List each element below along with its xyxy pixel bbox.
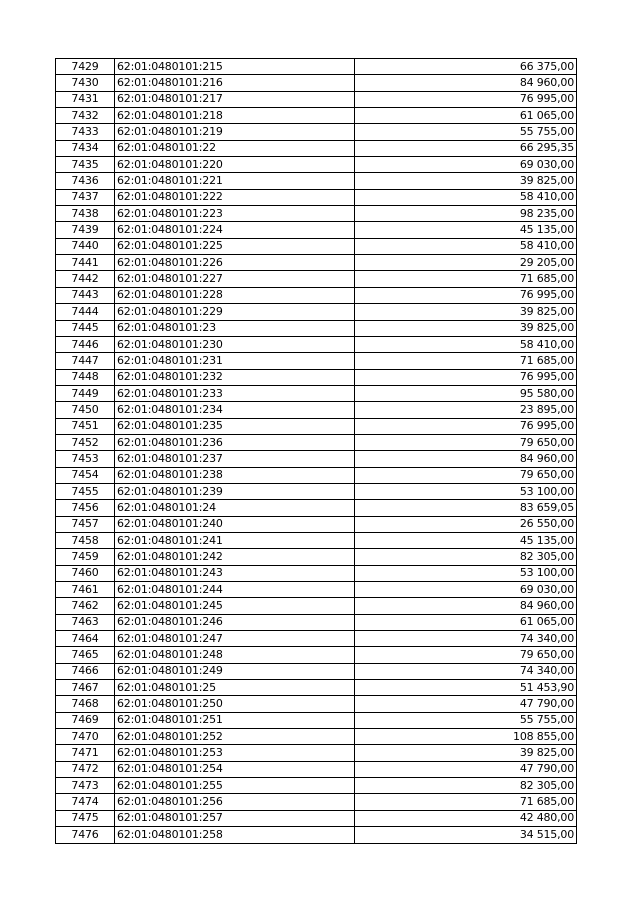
cadastral-value-table — [55, 58, 577, 844]
cadastral-value-cell: 39 825,00 — [355, 320, 577, 336]
cadastral-number-cell: 62:01:0480101:235 — [115, 418, 355, 434]
row-number-cell: 7441 — [56, 255, 115, 271]
row-number-cell: 7433 — [56, 124, 115, 140]
table-row — [56, 369, 577, 385]
cadastral-number-cell: 62:01:0480101:23 — [115, 320, 355, 336]
table-row — [56, 598, 577, 614]
table-row — [56, 663, 577, 679]
row-number-cell: 7431 — [56, 91, 115, 107]
cadastral-number-cell: 62:01:0480101:248 — [115, 647, 355, 663]
table-row — [56, 304, 577, 320]
table-row — [56, 483, 577, 499]
row-number-cell: 7449 — [56, 385, 115, 401]
row-number-cell: 7434 — [56, 140, 115, 156]
row-number-cell: 7476 — [56, 827, 115, 843]
table-row — [56, 91, 577, 107]
cadastral-value-cell: 83 659,05 — [355, 500, 577, 516]
cadastral-value-cell: 79 650,00 — [355, 467, 577, 483]
table-row — [56, 206, 577, 222]
table-row — [56, 418, 577, 434]
row-number-cell: 7443 — [56, 287, 115, 303]
row-number-cell: 7453 — [56, 451, 115, 467]
row-number-cell: 7455 — [56, 483, 115, 499]
cadastral-number-cell: 62:01:0480101:245 — [115, 598, 355, 614]
cadastral-number-cell: 62:01:0480101:241 — [115, 532, 355, 548]
cadastral-number-cell: 62:01:0480101:216 — [115, 75, 355, 91]
cadastral-number-cell: 62:01:0480101:223 — [115, 206, 355, 222]
row-number-cell: 7438 — [56, 206, 115, 222]
row-number-cell: 7436 — [56, 173, 115, 189]
cadastral-value-cell: 39 825,00 — [355, 173, 577, 189]
cadastral-value-cell: 53 100,00 — [355, 483, 577, 499]
cadastral-number-cell: 62:01:0480101:219 — [115, 124, 355, 140]
table-row — [56, 778, 577, 794]
cadastral-number-cell: 62:01:0480101:215 — [115, 59, 355, 75]
table-row — [56, 761, 577, 777]
cadastral-number-cell: 62:01:0480101:243 — [115, 565, 355, 581]
row-number-cell: 7446 — [56, 336, 115, 352]
row-number-cell: 7452 — [56, 434, 115, 450]
row-number-cell: 7459 — [56, 549, 115, 565]
cadastral-number-cell: 62:01:0480101:249 — [115, 663, 355, 679]
table-row — [56, 238, 577, 254]
cadastral-value-cell: 82 305,00 — [355, 549, 577, 565]
row-number-cell: 7442 — [56, 271, 115, 287]
cadastral-value-cell: 58 410,00 — [355, 189, 577, 205]
cadastral-value-cell: 71 685,00 — [355, 794, 577, 810]
cadastral-value-cell: 29 205,00 — [355, 255, 577, 271]
cadastral-number-cell: 62:01:0480101:233 — [115, 385, 355, 401]
row-number-cell: 7471 — [56, 745, 115, 761]
table-row — [56, 320, 577, 336]
row-number-cell: 7461 — [56, 582, 115, 598]
table-row — [56, 385, 577, 401]
cadastral-value-cell: 95 580,00 — [355, 385, 577, 401]
cadastral-number-cell: 62:01:0480101:220 — [115, 157, 355, 173]
cadastral-number-cell: 62:01:0480101:22 — [115, 140, 355, 156]
cadastral-value-cell: 71 685,00 — [355, 353, 577, 369]
cadastral-value-cell: 66 375,00 — [355, 59, 577, 75]
cadastral-value-cell: 98 235,00 — [355, 206, 577, 222]
row-number-cell: 7472 — [56, 761, 115, 777]
table-row — [56, 516, 577, 532]
table-row — [56, 614, 577, 630]
table-row — [56, 451, 577, 467]
cadastral-number-cell: 62:01:0480101:225 — [115, 238, 355, 254]
table-row — [56, 173, 577, 189]
cadastral-value-cell: 45 135,00 — [355, 222, 577, 238]
table-row — [56, 255, 577, 271]
cadastral-number-cell: 62:01:0480101:221 — [115, 173, 355, 189]
table-row — [56, 108, 577, 124]
cadastral-value-cell: 39 825,00 — [355, 304, 577, 320]
table-row — [56, 157, 577, 173]
row-number-cell: 7445 — [56, 320, 115, 336]
row-number-cell: 7465 — [56, 647, 115, 663]
cadastral-value-cell: 53 100,00 — [355, 565, 577, 581]
cadastral-number-cell: 62:01:0480101:231 — [115, 353, 355, 369]
cadastral-number-cell: 62:01:0480101:217 — [115, 91, 355, 107]
cadastral-number-cell: 62:01:0480101:242 — [115, 549, 355, 565]
cadastral-value-cell: 84 960,00 — [355, 598, 577, 614]
cadastral-value-cell: 39 825,00 — [355, 745, 577, 761]
cadastral-number-cell: 62:01:0480101:252 — [115, 729, 355, 745]
cadastral-value-cell: 45 135,00 — [355, 532, 577, 548]
cadastral-number-cell: 62:01:0480101:227 — [115, 271, 355, 287]
cadastral-value-cell: 23 895,00 — [355, 402, 577, 418]
cadastral-number-cell: 62:01:0480101:222 — [115, 189, 355, 205]
cadastral-value-cell: 79 650,00 — [355, 647, 577, 663]
cadastral-value-cell: 74 340,00 — [355, 631, 577, 647]
row-number-cell: 7454 — [56, 467, 115, 483]
table-row — [56, 680, 577, 696]
table-row — [56, 647, 577, 663]
table-row — [56, 827, 577, 843]
cadastral-number-cell: 62:01:0480101:253 — [115, 745, 355, 761]
row-number-cell: 7464 — [56, 631, 115, 647]
table-row — [56, 271, 577, 287]
row-number-cell: 7448 — [56, 369, 115, 385]
table-row — [56, 794, 577, 810]
table-row — [56, 222, 577, 238]
row-number-cell: 7458 — [56, 532, 115, 548]
table-row — [56, 402, 577, 418]
cadastral-number-cell: 62:01:0480101:247 — [115, 631, 355, 647]
table-body — [56, 59, 577, 844]
cadastral-value-cell: 51 453,90 — [355, 680, 577, 696]
cadastral-number-cell: 62:01:0480101:251 — [115, 712, 355, 728]
cadastral-value-cell: 47 790,00 — [355, 761, 577, 777]
row-number-cell: 7439 — [56, 222, 115, 238]
row-number-cell: 7447 — [56, 353, 115, 369]
table-row — [56, 500, 577, 516]
cadastral-number-cell: 62:01:0480101:226 — [115, 255, 355, 271]
cadastral-value-cell: 55 755,00 — [355, 712, 577, 728]
cadastral-value-cell: 108 855,00 — [355, 729, 577, 745]
cadastral-value-cell: 47 790,00 — [355, 696, 577, 712]
cadastral-number-cell: 62:01:0480101:256 — [115, 794, 355, 810]
table-row — [56, 189, 577, 205]
row-number-cell: 7440 — [56, 238, 115, 254]
cadastral-number-cell: 62:01:0480101:229 — [115, 304, 355, 320]
cadastral-number-cell: 62:01:0480101:254 — [115, 761, 355, 777]
table-row — [56, 745, 577, 761]
cadastral-value-cell: 61 065,00 — [355, 108, 577, 124]
table-row — [56, 549, 577, 565]
table-row — [56, 631, 577, 647]
cadastral-number-cell: 62:01:0480101:240 — [115, 516, 355, 532]
cadastral-number-cell: 62:01:0480101:228 — [115, 287, 355, 303]
table-row — [56, 434, 577, 450]
cadastral-number-cell: 62:01:0480101:246 — [115, 614, 355, 630]
cadastral-value-cell: 82 305,00 — [355, 778, 577, 794]
row-number-cell: 7444 — [56, 304, 115, 320]
cadastral-number-cell: 62:01:0480101:25 — [115, 680, 355, 696]
row-number-cell: 7460 — [56, 565, 115, 581]
cadastral-number-cell: 62:01:0480101:24 — [115, 500, 355, 516]
cadastral-number-cell: 62:01:0480101:255 — [115, 778, 355, 794]
row-number-cell: 7435 — [56, 157, 115, 173]
row-number-cell: 7469 — [56, 712, 115, 728]
table-row — [56, 124, 577, 140]
cadastral-number-cell: 62:01:0480101:236 — [115, 434, 355, 450]
row-number-cell: 7429 — [56, 59, 115, 75]
row-number-cell: 7470 — [56, 729, 115, 745]
row-number-cell: 7468 — [56, 696, 115, 712]
cadastral-value-cell: 66 295,35 — [355, 140, 577, 156]
table-row — [56, 353, 577, 369]
table-row — [56, 565, 577, 581]
row-number-cell: 7462 — [56, 598, 115, 614]
cadastral-value-cell: 69 030,00 — [355, 157, 577, 173]
cadastral-number-cell: 62:01:0480101:250 — [115, 696, 355, 712]
table-row — [56, 59, 577, 75]
cadastral-value-cell: 58 410,00 — [355, 238, 577, 254]
table-row — [56, 696, 577, 712]
row-number-cell: 7437 — [56, 189, 115, 205]
row-number-cell: 7456 — [56, 500, 115, 516]
row-number-cell: 7463 — [56, 614, 115, 630]
row-number-cell: 7432 — [56, 108, 115, 124]
table-row — [56, 287, 577, 303]
table-row — [56, 712, 577, 728]
cadastral-number-cell: 62:01:0480101:218 — [115, 108, 355, 124]
cadastral-number-cell: 62:01:0480101:257 — [115, 810, 355, 826]
cadastral-value-cell: 71 685,00 — [355, 271, 577, 287]
table-row — [56, 810, 577, 826]
table-row — [56, 336, 577, 352]
table-row — [56, 582, 577, 598]
cadastral-value-cell: 42 480,00 — [355, 810, 577, 826]
cadastral-number-cell: 62:01:0480101:230 — [115, 336, 355, 352]
cadastral-number-cell: 62:01:0480101:258 — [115, 827, 355, 843]
cadastral-value-cell: 76 995,00 — [355, 287, 577, 303]
cadastral-value-cell: 58 410,00 — [355, 336, 577, 352]
row-number-cell: 7467 — [56, 680, 115, 696]
cadastral-number-cell: 62:01:0480101:238 — [115, 467, 355, 483]
cadastral-number-cell: 62:01:0480101:239 — [115, 483, 355, 499]
cadastral-value-cell: 76 995,00 — [355, 369, 577, 385]
row-number-cell: 7430 — [56, 75, 115, 91]
cadastral-number-cell: 62:01:0480101:234 — [115, 402, 355, 418]
table-row — [56, 75, 577, 91]
cadastral-value-cell: 34 515,00 — [355, 827, 577, 843]
row-number-cell: 7474 — [56, 794, 115, 810]
row-number-cell: 7450 — [56, 402, 115, 418]
cadastral-value-cell: 84 960,00 — [355, 451, 577, 467]
table-row — [56, 729, 577, 745]
table-row — [56, 532, 577, 548]
row-number-cell: 7451 — [56, 418, 115, 434]
row-number-cell: 7457 — [56, 516, 115, 532]
row-number-cell: 7473 — [56, 778, 115, 794]
row-number-cell: 7466 — [56, 663, 115, 679]
cadastral-number-cell: 62:01:0480101:237 — [115, 451, 355, 467]
cadastral-value-cell: 61 065,00 — [355, 614, 577, 630]
cadastral-value-cell: 69 030,00 — [355, 582, 577, 598]
row-number-cell: 7475 — [56, 810, 115, 826]
cadastral-value-cell: 84 960,00 — [355, 75, 577, 91]
cadastral-value-cell: 26 550,00 — [355, 516, 577, 532]
table-row — [56, 140, 577, 156]
table-row — [56, 467, 577, 483]
cadastral-value-cell: 76 995,00 — [355, 418, 577, 434]
cadastral-value-cell: 79 650,00 — [355, 434, 577, 450]
cadastral-number-cell: 62:01:0480101:244 — [115, 582, 355, 598]
cadastral-value-cell: 55 755,00 — [355, 124, 577, 140]
cadastral-number-cell: 62:01:0480101:232 — [115, 369, 355, 385]
cadastral-value-cell: 74 340,00 — [355, 663, 577, 679]
cadastral-value-cell: 76 995,00 — [355, 91, 577, 107]
cadastral-number-cell: 62:01:0480101:224 — [115, 222, 355, 238]
